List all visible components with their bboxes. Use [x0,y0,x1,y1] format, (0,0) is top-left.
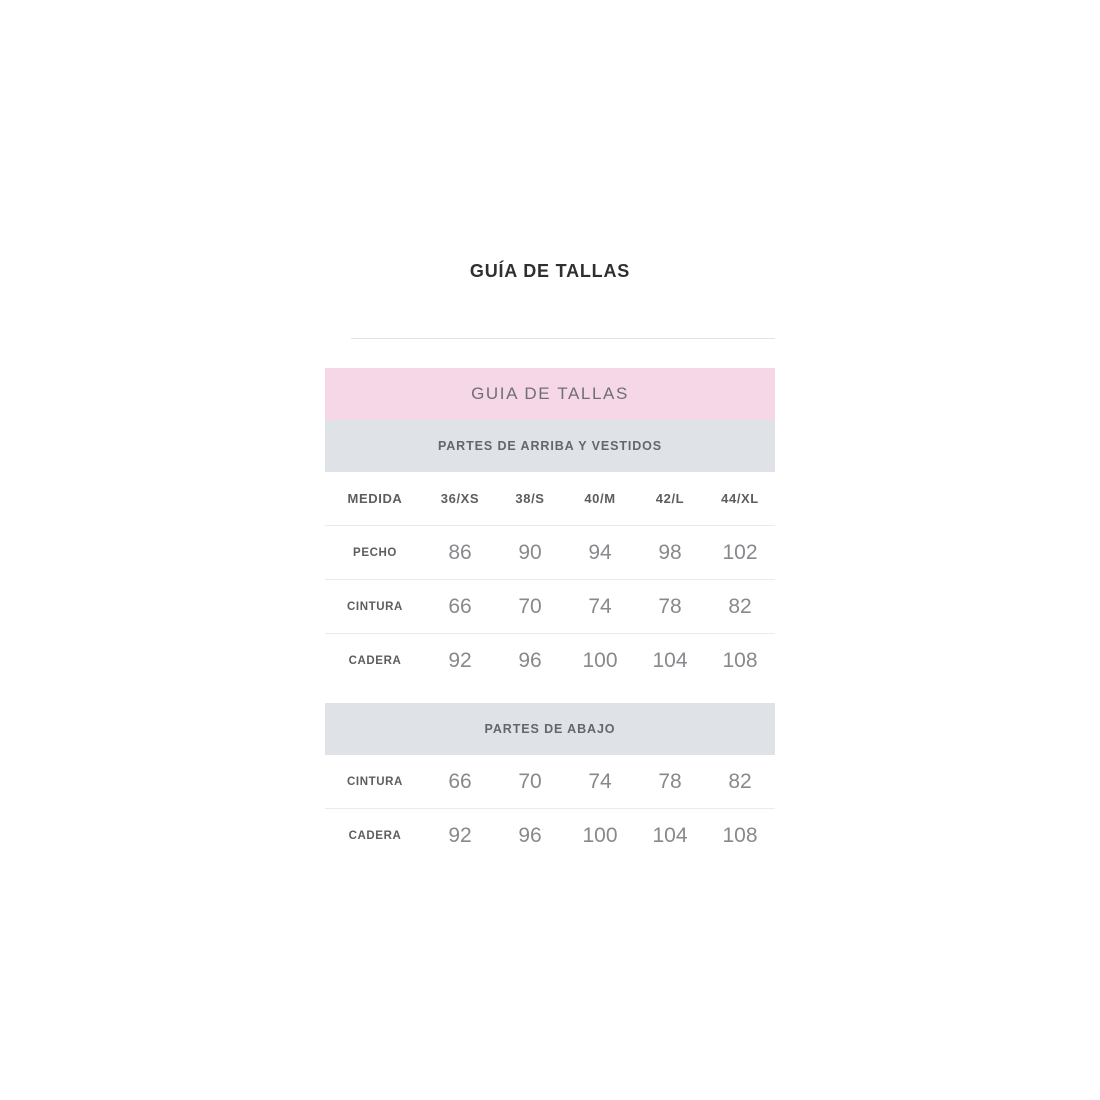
cintura-value-38s: 70 [495,755,565,809]
cadera-value-44xl: 108 [722,823,758,847]
column-header-40m: 40/M [565,472,635,526]
cintura-value-36xs: 66 [425,755,495,809]
tops-table [325,472,775,687]
table-row-cintura-bottoms [325,755,775,809]
column-header-44xl: 44/XL [705,472,775,526]
row-label-cadera: CADERA [348,829,402,842]
bottoms-table [325,755,775,862]
row-label-cadera: CADERA [348,654,402,667]
page-title: GUÍA DE TALLAS [469,261,631,281]
table-row-cadera-bottoms [325,809,775,863]
cintura-value-44xl: 82 [705,580,775,634]
divider-line [351,338,775,339]
cintura-value-40m: 74 [565,755,635,809]
pecho-value-36xs: 86 [425,526,495,580]
cadera-value-42l: 104 [652,648,688,672]
size-guide-banner [325,368,775,420]
cadera-value-40m: 100 [582,823,618,847]
section-banner-bottoms [325,703,775,755]
cadera-value-38s: 96 [518,823,542,847]
tops-table-header-row [325,472,775,526]
column-header-38s: 38/S [495,472,565,526]
cintura-value-40m: 74 [565,580,635,634]
cadera-value-44xl: 108 [722,648,758,672]
section-spacer [325,687,775,703]
row-label-pecho: PECHO [325,526,425,580]
size-guide-banner-label: GUIA DE TALLAS [471,384,629,403]
pecho-value-40m: 94 [565,526,635,580]
pecho-value-42l: 98 [635,526,705,580]
section-banner-tops [325,420,775,472]
row-label-cintura: CINTURA [325,580,425,634]
cadera-value-40m: 100 [582,648,618,672]
cintura-value-44xl: 82 [705,755,775,809]
cadera-value-36xs: 92 [448,823,472,847]
pecho-value-38s: 90 [495,526,565,580]
column-header-medida: MEDIDA [325,472,425,526]
cintura-value-36xs: 66 [425,580,495,634]
column-header-42l: 42/L [635,472,705,526]
pecho-value-44xl: 102 [705,526,775,580]
cintura-value-42l: 78 [635,755,705,809]
table-row-cintura-tops [325,580,775,634]
cadera-value-42l: 104 [652,823,688,847]
section-banner-tops-label: PARTES DE ARRIBA Y VESTIDOS [437,439,663,453]
cadera-value-38s: 96 [518,648,542,672]
cintura-value-38s: 70 [495,580,565,634]
cintura-value-42l: 78 [635,580,705,634]
cadera-value-36xs: 92 [448,648,472,672]
row-label-cintura: CINTURA [325,755,425,809]
table-row-pecho [325,526,775,580]
section-banner-bottoms-label: PARTES DE ABAJO [484,722,616,736]
column-header-36xs: 36/XS [425,472,495,526]
table-row-cadera-tops [325,634,775,688]
size-guide-card [325,368,775,862]
